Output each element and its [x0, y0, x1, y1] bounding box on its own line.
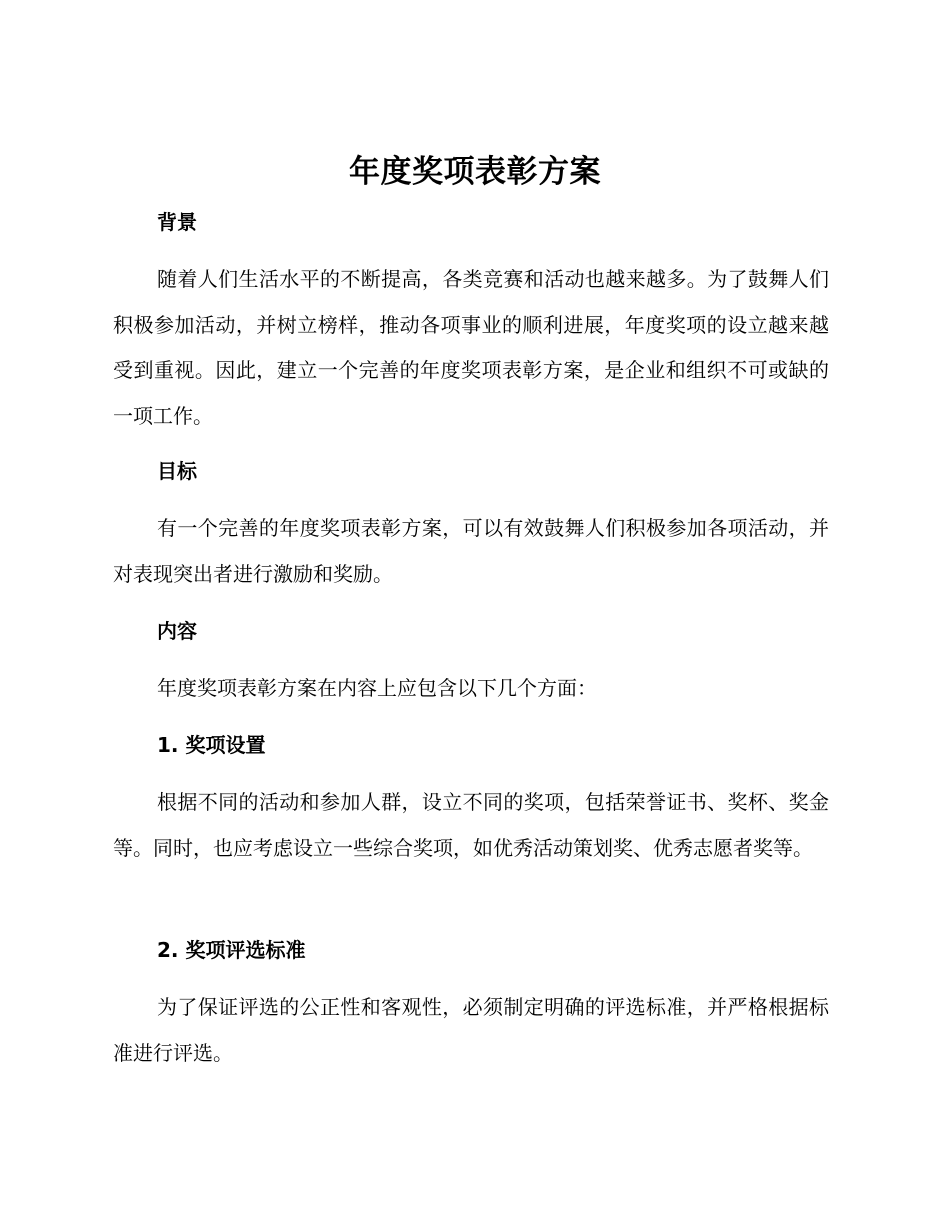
- section-heading-content: 内容: [157, 619, 197, 643]
- section-heading-background: 背景: [157, 210, 197, 234]
- section-heading-goal: 目标: [157, 459, 197, 483]
- paragraph-selection-criteria: 为了保证评选的公正性和客观性，必须制定明确的评选标准，并严格根据标准进行评选。: [113, 995, 829, 1065]
- paragraph-content-intro: 年度奖项表彰方案在内容上应包含以下几个方面：: [157, 676, 597, 700]
- paragraph-background: 随着人们生活水平的不断提高，各类竞赛和活动也越来越多。为了鼓舞人们积极参加活动，并树立榜样，推动各项事业的顺利进展，年度奖项的设立越来越受到重视。因此，建立一个完善的年度奖项表彰方案，是企业和组织不可或缺的一项工作。: [113, 267, 829, 428]
- paragraph-award-setup: 根据不同的活动和参加人群，设立不同的奖项，包括荣誉证书、奖杯、奖金等。同时，也应考虑设立一些综合奖项，如优秀活动策划奖、优秀志愿者奖等。: [113, 790, 829, 860]
- document-title: 年度奖项表彰方案: [349, 154, 601, 190]
- section-heading-selection-criteria: 2. 奖项评选标准: [157, 938, 306, 962]
- paragraph-goal: 有一个完善的年度奖项表彰方案，可以有效鼓舞人们积极参加各项活动，并对表现突出者进行激励和奖励。: [113, 516, 829, 586]
- section-heading-award-setup: 1. 奖项设置: [157, 733, 266, 757]
